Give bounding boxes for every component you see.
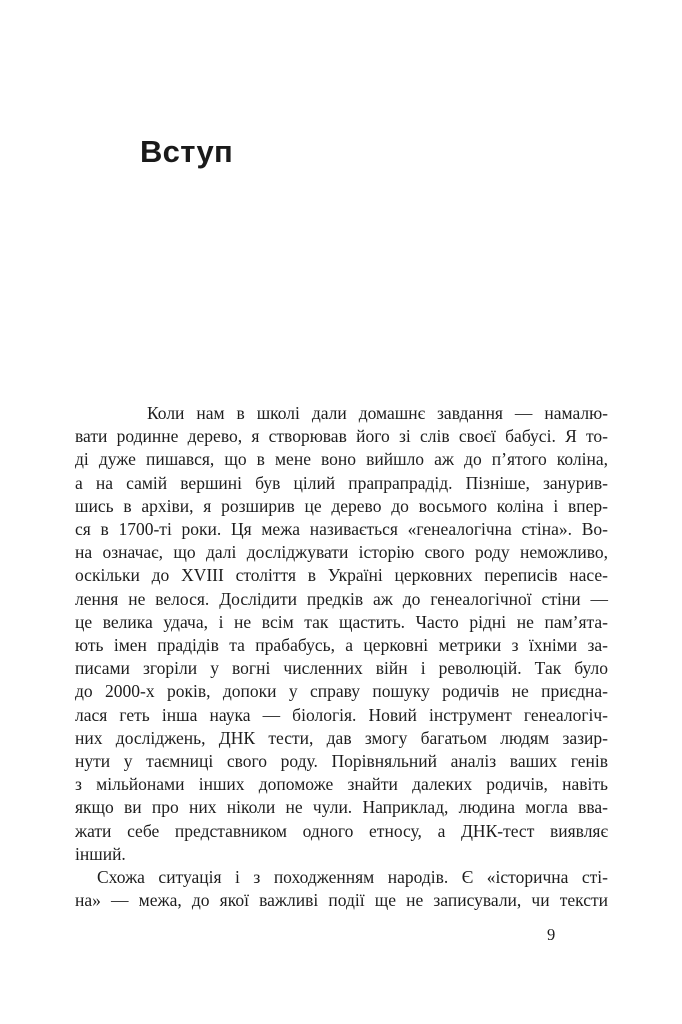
body-line: Коли нам в школі дали домашнє завдання — намалю- (147, 403, 608, 423)
body-line: ді дуже пишався, що в мене воно вийшло аж до п’ятого коліна, (75, 449, 608, 470)
body-line: писами згоріли у вогні численних війн і революцій. Так було (75, 658, 608, 679)
body-text (75, 402, 608, 912)
body-line: жати себе представником одного етносу, а ДНК-тест виявляє (75, 820, 608, 841)
body-line: з мільйонами інших допоможе знайти далеких родичів, навіть (75, 774, 608, 795)
body-line: на означає, що далі досліджувати історію свого роду неможливо, (75, 542, 608, 563)
body-line: на» — межа, до якої важливі події ще не записували, чи тексти (75, 890, 608, 911)
chapter-title: Вступ (140, 134, 234, 169)
body-line: них досліджень, ДНК тести, дав змогу багатьом людям зазир- (75, 727, 608, 748)
paragraph (75, 866, 608, 912)
body-line: оскільки до XVIII століття в Україні церковних переписів насе- (75, 565, 608, 586)
paragraph (75, 402, 608, 866)
body-line: лася геть інша наука — біологія. Новий інструмент генеалогіч- (75, 704, 608, 725)
body-line: ся в 1700-ті роки. Ця межа називається «генеалогічна стіна». Во- (75, 519, 608, 540)
body-line: якщо ви про них ніколи не чули. Наприклад, людина могла вва- (75, 797, 608, 818)
body-line: ють імен прадідів та прабабусь, а церковні метрики з їхніми за- (75, 635, 608, 656)
body-line: до 2000-х років, допоки у справу пошуку родичів не приєдна- (75, 681, 608, 702)
body-line: нути у таємниці свого роду. Порівняльний аналіз ваших генів (75, 751, 608, 772)
body-line: інший. (75, 843, 126, 864)
body-line: Схожа ситуація і з походженням народів. Є «історична сті- (97, 867, 608, 888)
body-line: вати родинне дерево, я створював його зі слів своєї бабусі. Я то- (75, 426, 608, 447)
page-number: 9 (547, 925, 556, 944)
body-line: це велика удача, і не всім так щастить. Часто рідні не пам’ята- (75, 611, 608, 632)
body-line: шись в архіви, я розширив це дерево до восьмого коліна і впер- (75, 495, 608, 516)
body-line: а на самій вершині був цілий прапрапрадід. Пізніше, занурив- (75, 472, 608, 493)
body-line: лення не велося. Дослідити предків аж до генеалогічної стіни — (75, 588, 608, 609)
